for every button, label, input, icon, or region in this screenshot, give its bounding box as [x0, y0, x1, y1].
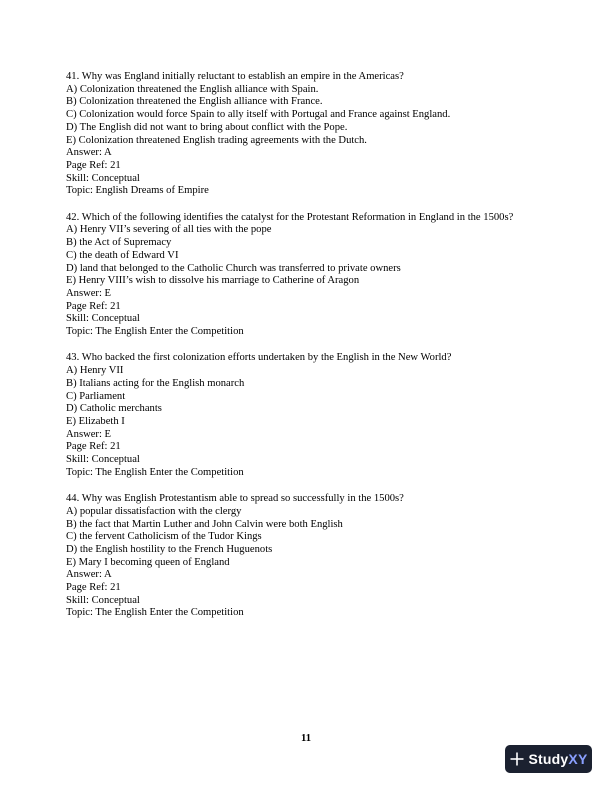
question-44	[66, 493, 586, 620]
answer-option: B) the fact that Martin Luther and John Calvin were both English	[66, 518, 343, 530]
brand-name	[529, 751, 588, 767]
answer-key: Answer: A	[66, 569, 112, 581]
answer-key: Answer: E	[66, 287, 112, 299]
skill: Skill: Conceptual	[66, 454, 140, 466]
skill: Skill: Conceptual	[66, 313, 140, 325]
answer-option: A) Colonization threatened the English alliance with Spain.	[66, 83, 319, 95]
answer-option: C) the fervent Catholicism of the Tudor Kings	[66, 531, 262, 543]
studyxy-badge[interactable]	[505, 745, 592, 773]
answer-option: B) Italians acting for the English monarch	[66, 377, 245, 389]
plus-icon	[510, 752, 524, 766]
page-ref: Page Ref: 21	[66, 582, 121, 594]
answer-option: B) the Act of Supremacy	[66, 237, 172, 249]
answer-option: B) Colonization threatened the English alliance with France.	[66, 96, 323, 108]
page-ref: Page Ref: 21	[66, 441, 121, 453]
question-prompt: 42. Which of the following identifies the catalyst for the Protestant Reformation in England in the 1500s?	[66, 211, 514, 223]
topic: Topic: The English Enter the Competition	[66, 326, 244, 338]
topic: Topic: The English Enter the Competition	[66, 607, 244, 619]
question-41	[66, 71, 586, 198]
answer-option: D) land that belonged to the Catholic Church was transferred to private owners	[66, 262, 401, 274]
answer-option: D) Catholic merchants	[66, 403, 162, 415]
brand-name-main: Study	[528, 751, 569, 767]
brand-name-accent: XY	[568, 751, 588, 767]
answer-option: D) the English hostility to the French Huguenots	[66, 543, 273, 555]
answer-key: Answer: A	[66, 147, 112, 159]
answer-option: C) Parliament	[66, 390, 126, 402]
question-prompt: 44. Why was English Protestantism able to spread so successfully in the 1500s?	[66, 493, 404, 505]
question-prompt: 43. Who backed the first colonization efforts undertaken by the English in the New World?	[66, 352, 452, 364]
document-body	[66, 71, 586, 634]
answer-option: C) Colonization would force Spain to ally itself with Portugal and France against England.	[66, 109, 451, 121]
question-43	[66, 352, 586, 479]
skill: Skill: Conceptual	[66, 594, 140, 606]
skill: Skill: Conceptual	[66, 172, 140, 184]
answer-option: A) Henry VII	[66, 365, 124, 377]
answer-option: D) The English did not want to bring about conflict with the Pope.	[66, 121, 348, 133]
answer-option: E) Elizabeth I	[66, 415, 125, 427]
answer-option: C) the death of Edward VI	[66, 249, 179, 261]
topic: Topic: The English Enter the Competition	[66, 466, 244, 478]
answer-option: E) Henry VIII’s wish to dissolve his marriage to Catherine of Aragon	[66, 275, 360, 287]
answer-option: A) popular dissatisfaction with the clergy	[66, 505, 242, 517]
answer-key: Answer: E	[66, 428, 112, 440]
page-number: 11	[300, 733, 311, 744]
question-prompt: 41. Why was England initially reluctant to establish an empire in the Americas?	[66, 71, 404, 82]
question-42	[66, 212, 586, 339]
page-ref: Page Ref: 21	[66, 300, 121, 312]
answer-option: A) Henry VII’s severing of all ties with the pope	[66, 224, 272, 236]
answer-option: E) Colonization threatened English trading agreements with the Dutch.	[66, 134, 367, 146]
page-ref: Page Ref: 21	[66, 159, 121, 171]
answer-option: E) Mary I becoming queen of England	[66, 556, 230, 568]
topic: Topic: English Dreams of Empire	[66, 185, 209, 197]
